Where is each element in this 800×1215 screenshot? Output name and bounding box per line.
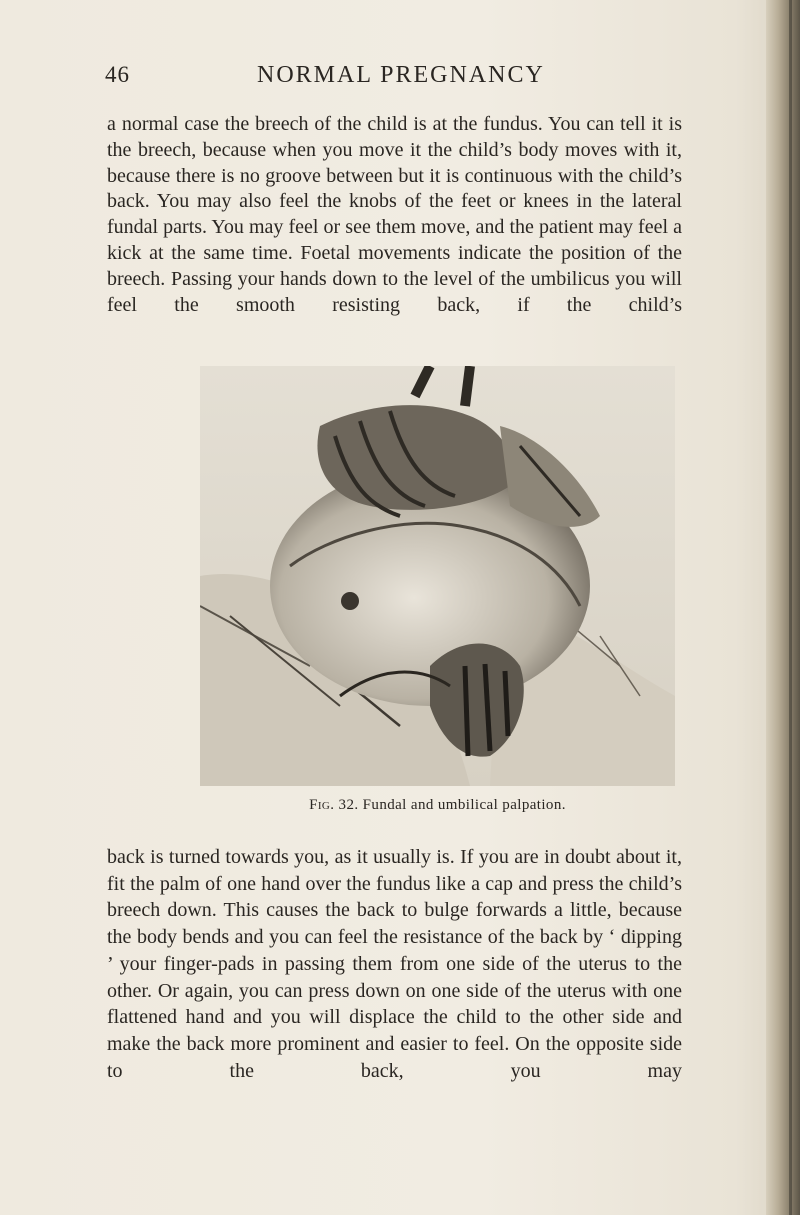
running-head: NORMAL PREGNANCY [257,62,545,88]
figure-label: Fig. 32. [309,797,359,813]
book-binding-line [789,0,792,1215]
figure-caption-text: Fundal and umbilical palpation. [362,797,566,813]
palpation-illustration-image [200,366,675,786]
page-header [100,62,700,96]
figure-caption [200,797,675,814]
figure-illustration [200,366,675,786]
page-number: 46 [105,62,130,87]
paragraph-top: a normal case the breech of the child is at the fundus. You can tell it is the breech, because when you move it the child’s body moves with it, because there is no groove between but it is continuous with the child’s back. You may also feel the knobs of the feet or knees in the lateral fundal parts. You may feel or see them move, and the patient may feel a kick at the same time. Foetal movements indicate the position of the breech. Passing your hands down to the level of the umbilicus you will feel the smooth resisting back, if the child’s [107,113,682,316]
book-binding-edge [766,0,800,1215]
paragraph-bottom: back is turned towards you, as it usually is. If you are in doubt about it, fit the palm of one hand over the fundus like a cap and press the child’s breech down. This causes the back to bulge forwards a little, because the body bends and you can feel the resistance of the back by ‘ dipping ’ your finger-pads in passing them from one side of the uterus to the other. Or again, you can press down on one side of the uterus with one flattened hand and you will displace the child to the other side and make the back more prominent and easier to feel. On the opposite side to the back, you may [107,846,682,1082]
